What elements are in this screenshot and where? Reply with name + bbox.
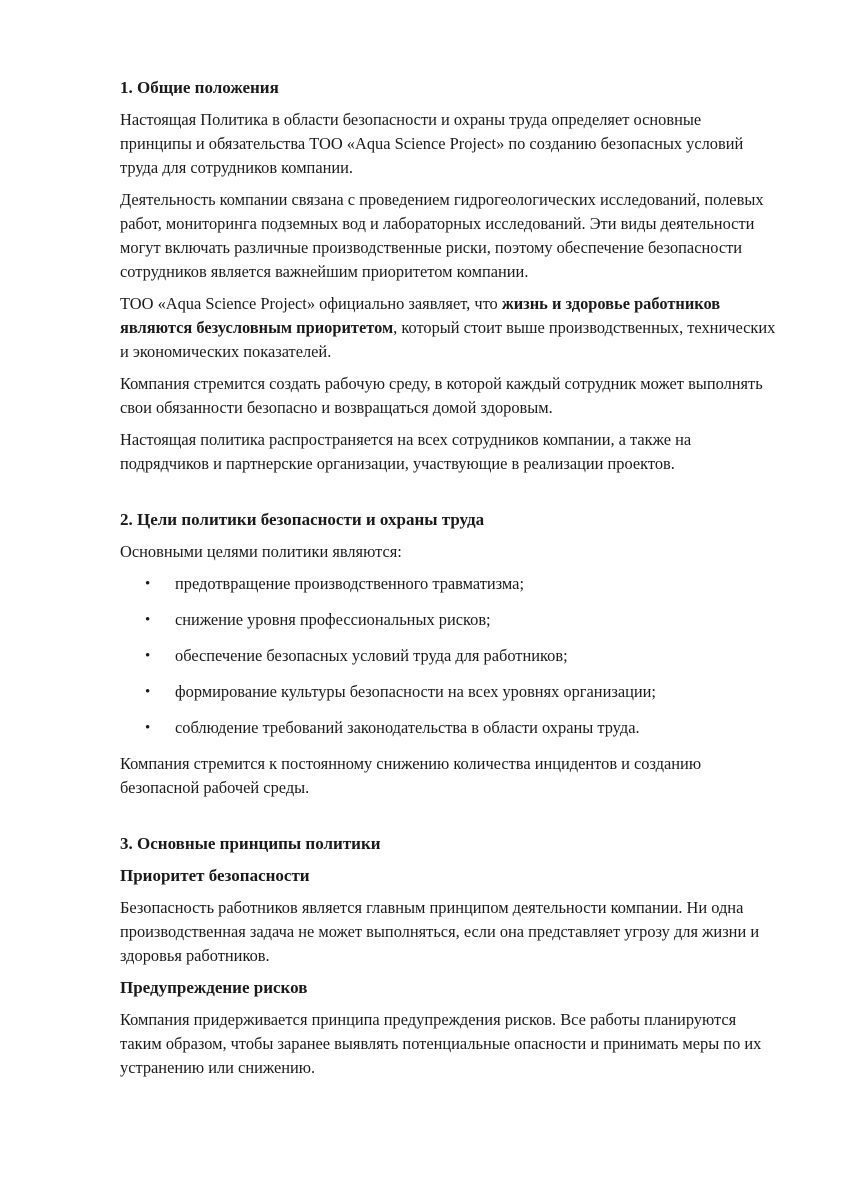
section-1-paragraph-2: Деятельность компании связана с проведением гидрогеологических исследований, полевых работ, мониторинга подземных вод и лабораторных исследований. Эти виды деятельности могут включать различные производственные риски, поэтому обеспечение безопасности сотрудников является важнейшим приоритетом компании. [120,190,764,281]
list-item [120,572,776,596]
bullet-icon: • [145,612,151,628]
list-item-text: снижение уровня профессиональных рисков; [175,610,491,629]
section-1-paragraph-1: Настоящая Политика в области безопасности и охраны труда определяет основные принципы и обязательства ТОО «Aqua Science Project» по созданию безопасных условий труда для сотрудников компании. [120,110,744,177]
section-1-paragraph-3 [120,292,776,364]
list-item-text: обеспечение безопасных условий труда для работников; [175,646,568,665]
list-item [120,644,776,668]
bullet-icon: • [145,576,151,592]
subsection-risk-prevention-text: Компания придерживается принципа предупреждения рисков. Все работы планируются таким образом, чтобы заранее выявлять потенциальные опасности и принимать меры по их устранению или снижению. [120,1010,762,1077]
list-item [120,608,776,632]
subsection-safety-priority-heading: Приоритет безопасности [120,866,310,885]
section-2-intro: Основными целями политики являются: [120,542,402,561]
subsection-safety-priority-text: Безопасность работников является главным принципом деятельности компании. Ни одна производственная задача не может выполняться, если она представляет угрозу для жизни и здоровья работников. [120,898,760,965]
bullet-icon: • [145,720,151,736]
list-item-text: соблюдение требований законодательства в области охраны труда. [175,718,640,737]
section-1-paragraph-5: Настоящая политика распространяется на всех сотрудников компании, а также на подрядчиков и партнерские организации, участвующие в реализации проектов. [120,430,692,473]
section-1-paragraph-4: Компания стремится создать рабочую среду, в которой каждый сотрудник может выполнять свои обязанности безопасно и возвращаться домой здоровым. [120,374,763,417]
bullet-icon: • [145,648,151,664]
bullet-icon: • [145,684,151,700]
section-2-heading: 2. Цели политики безопасности и охраны труда [120,510,485,529]
section-3-heading: 3. Основные принципы политики [120,834,381,853]
goals-list [120,572,776,740]
subsection-risk-prevention-heading: Предупреждение рисков [120,978,308,997]
list-item [120,716,776,740]
paragraph-3-text-after: , который стоит выше производственных, технических и экономических показателей. [120,318,776,361]
section-2-outro: Компания стремится к постоянному снижению количества инцидентов и созданию безопасной рабочей среды. [120,754,702,797]
paragraph-3-bold-statement: жизнь и здоровье работников являются безусловным приоритетом [120,294,721,337]
section-1-heading: 1. Общие положения [120,78,279,97]
list-item [120,680,776,704]
paragraph-3-text-before: ТОО «Aqua Science Project» официально заявляет, что [120,294,502,313]
list-item-text: формирование культуры безопасности на всех уровнях организации; [175,682,656,701]
list-item-text: предотвращение производственного травматизма; [175,574,524,593]
